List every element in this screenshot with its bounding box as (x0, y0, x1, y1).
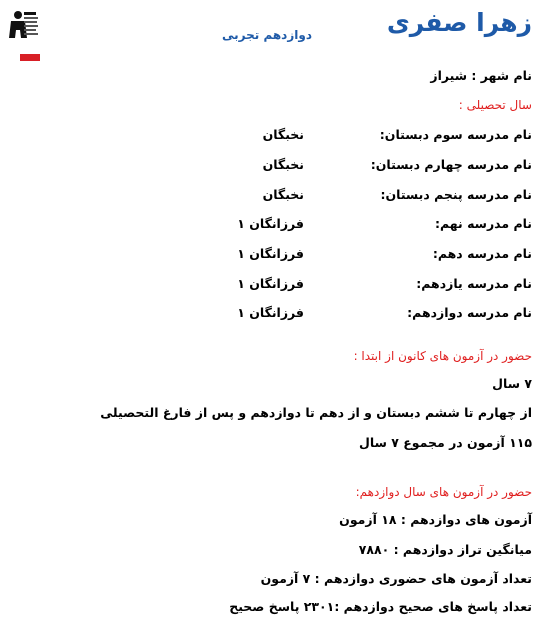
kanoon-logo-icon (6, 8, 40, 64)
school-value: فرزانگان ۱ (237, 305, 304, 320)
twelfth-exams: آزمون های دوازدهم : ۱۸ آزمون (339, 512, 532, 527)
field-of-study: دوازدهم تجربی (222, 28, 312, 42)
school-label: نام مدرسه یازدهم: (416, 276, 532, 291)
school-label: نام مدرسه سوم دبستان: (379, 127, 532, 142)
twelfth-in-person: تعداد آزمون های حضوری دوازدهم : ۷ آزمون (260, 571, 532, 586)
kanoon-years: ۷ سال (492, 376, 532, 391)
school-value: نخبگان (262, 127, 304, 142)
school-label: نام مدرسه دهم: (432, 246, 532, 261)
twelfth-correct: تعداد پاسخ های صحیح دوازدهم :۲۳۰۱ پاسخ صحیح (229, 599, 532, 614)
school-label: نام مدرسه دوازدهم: (407, 305, 532, 320)
school-label: نام مدرسه نهم: (434, 216, 532, 231)
kanoon-total: ۱۱۵ آزمون در مجموع ۷ سال (359, 435, 532, 450)
school-value: نخبگان (262, 157, 304, 172)
twelfth-heading: حضور در آزمون های سال دوازدهم: (355, 485, 532, 499)
school-value: نخبگان (262, 187, 304, 202)
twelfth-average: میانگین تراز دوازدهم : ۷۸۸۰ (358, 542, 532, 557)
city-line: نام شهر : شیراز (430, 68, 532, 83)
kanoon-range: از چهارم تا ششم دبستان و از دهم تا دوازدهم و پس از فارغ التحصیلی (100, 405, 532, 420)
school-label: نام مدرسه چهارم دبستان: (370, 157, 532, 172)
kanoon-heading: حضور در آزمون های کانون از ابتدا : (353, 349, 532, 363)
school-value: فرزانگان ۱ (237, 246, 304, 261)
school-value: فرزانگان ۱ (237, 276, 304, 291)
student-name: زهرا صفری (386, 8, 532, 37)
school-value: فرزانگان ۱ (237, 216, 304, 231)
school-label: نام مدرسه پنجم دبستان: (380, 187, 532, 202)
education-heading: سال تحصیلی : (458, 98, 532, 112)
